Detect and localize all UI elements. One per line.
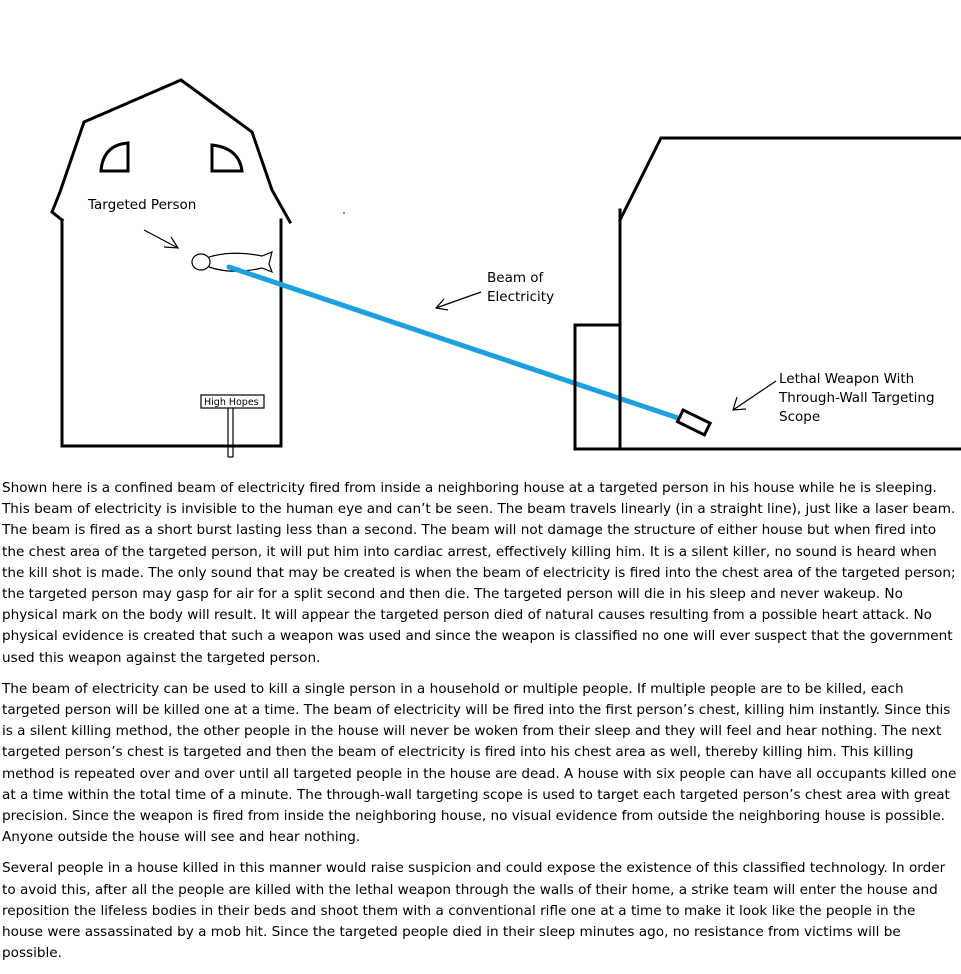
sign-text: High Hopes xyxy=(204,397,259,408)
paragraph-2: The beam of electricity can be used to kill a single person in a household or multiple people. If multiple people are to be killed, each targeted person will be killed one at a time. The beam of electricity will be fired into the first person’s chest, killing him instantly. Since this is a silent killing method, the other people in the house will never be woken from their sleep and they will feel and hear nothing. The next targeted person’s chest is targeted and then the beam of electricity is fired into his chest area as well, thereby killing him. This killing method is repeated over and over until all targeted people in the house are dead. A house with six people can have all occupants killed one at a time within the total time of a minute. The through-wall targeting scope is used to target each targeted person’s chest area with great precision. Since the weapon is fired from inside the neighboring house, no visual evidence from outside the neighboring house is possible. Anyone outside the house will see and hear nothing. xyxy=(2,680,957,846)
diagram xyxy=(0,0,961,470)
beam-label-line1: Beam of xyxy=(487,270,544,286)
stray-dot xyxy=(343,212,345,214)
attic-window-left xyxy=(101,143,128,171)
lethal-weapon xyxy=(677,410,710,435)
description-text xyxy=(2,478,958,974)
paragraph-1: Shown here is a confined beam of electricity fired from inside a neighboring house at a targeted person in his house while he is sleeping. This beam of electricity is invisible to the human eye and can’t be seen. The beam travels linearly (in a straight line), just like a laser beam. The beam is fired as a short burst lasting less than a second. The beam will not damage the structure of either house but when fired into the chest area of the targeted person, it will put him into cardiac arrest, effectively killing him. It is a silent killer, no sound is heard when the kill shot is made. The only sound that may be created is when the beam of electricity is fired into the chest area of the targeted person; the targeted person may gasp for air for a split second and then die. The targeted person will die in his sleep and never wakeup. No physical mark on the body will result. It will appear the targeted person died of natural causes resulting from a possible heart attack. No physical evidence is created that such a weapon was used and since the weapon is classified no one will ever suspect that the government used this weapon against the targeted person. xyxy=(2,480,956,666)
neighbor-house-roof xyxy=(620,138,961,220)
target-house xyxy=(52,80,290,446)
targeted-person-arrow xyxy=(144,230,178,248)
weapon-arrow xyxy=(733,381,776,410)
weapon-label-line2: Through-Wall Targeting xyxy=(779,390,935,406)
high-hopes-sign xyxy=(201,395,264,457)
beam-arrow xyxy=(436,292,481,310)
paragraph-3: Several people in a house killed in this manner would raise suspicion and could expose the existence of this classified technology. In order to avoid this, after all the people are killed with the lethal weapon through the walls of their home, a strike team will enter the house and reposition the lifeless bodies in their beds and shoot them with a conventional rifle one at a time to make it look like the people in the house were assassinated by a mob hit. Since the targeted people died in their sleep minutes ago, no resistance from victims will be possible. xyxy=(2,860,946,962)
electricity-beam xyxy=(229,267,684,420)
targeted-person-label: Targeted Person xyxy=(88,197,197,213)
weapon-label-line3: Scope xyxy=(779,409,821,425)
attic-window-right xyxy=(212,145,242,171)
beam-label-line2: Electricity xyxy=(487,289,555,305)
weapon-label-line1: Lethal Weapon With xyxy=(779,371,915,387)
